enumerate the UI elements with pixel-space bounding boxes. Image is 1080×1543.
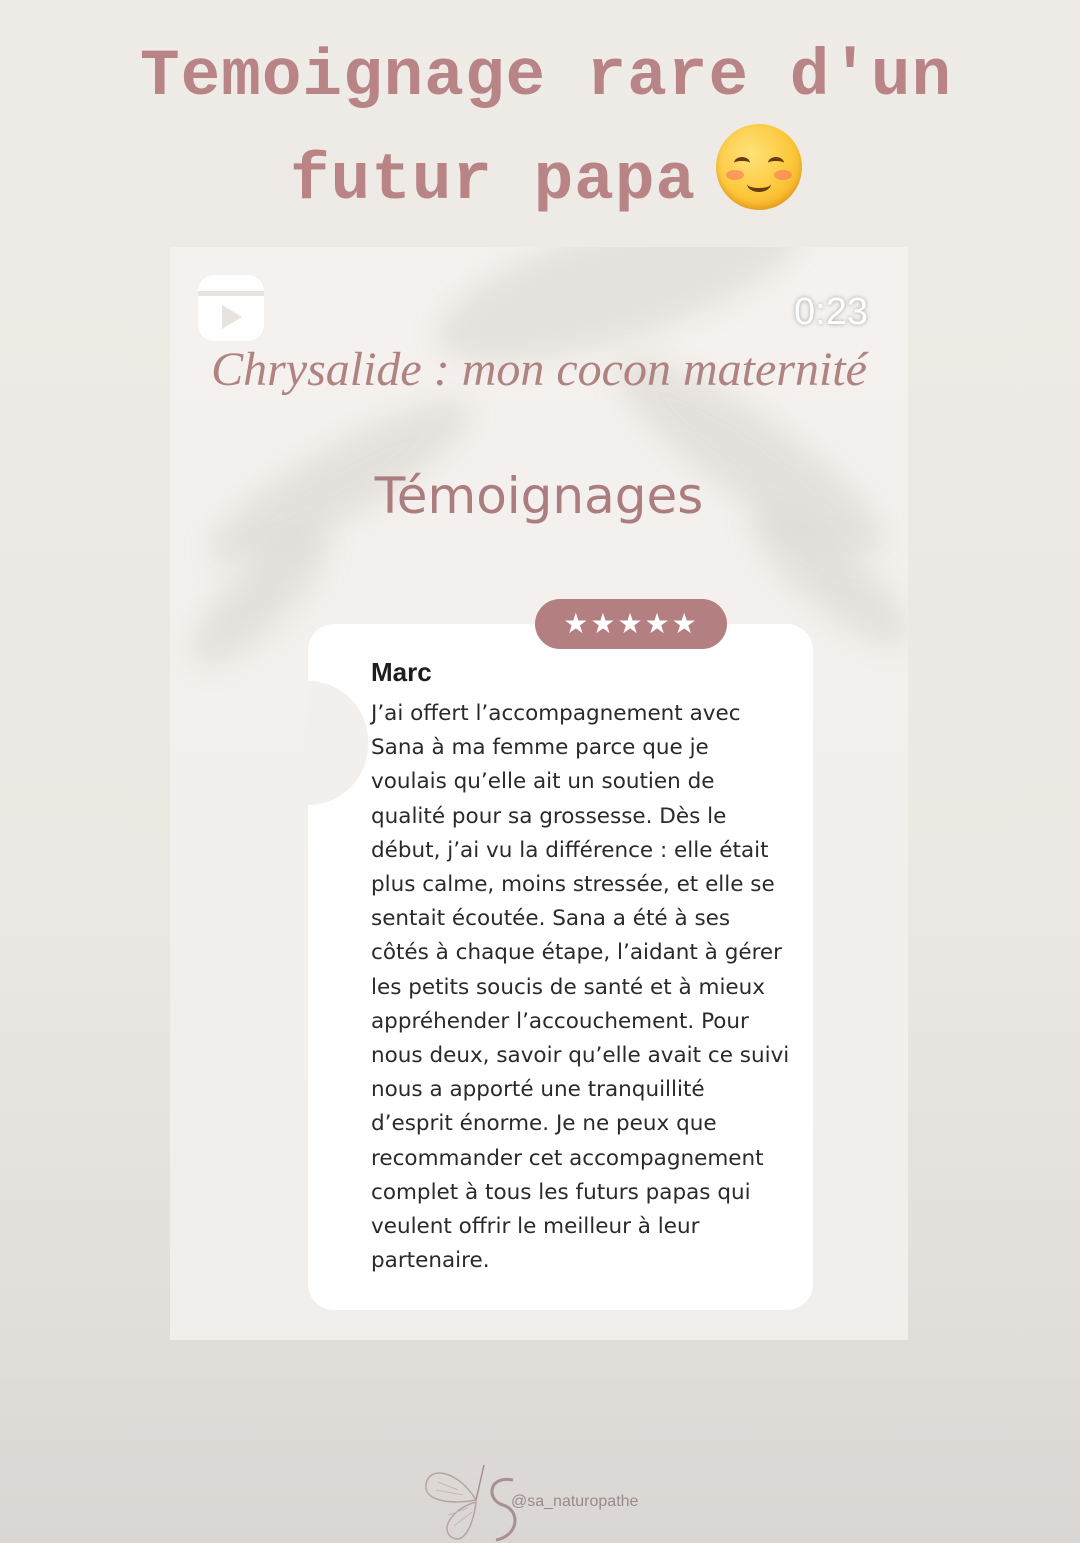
review-line: recommander cet accompagnement bbox=[371, 1145, 764, 1171]
review-line: les petits soucis de santé et à mieux bbox=[371, 974, 765, 1000]
review-line: partenaire. bbox=[371, 1248, 490, 1274]
review-line: J’ai offert l’accompagnement avec bbox=[371, 701, 741, 726]
reviewer-name: Marc bbox=[371, 657, 432, 687]
instagram-handle[interactable]: @sa_naturopathe bbox=[511, 1493, 639, 1510]
smiling-blushing-face-icon bbox=[716, 124, 802, 210]
story-title-line2 bbox=[0, 124, 1080, 228]
rating-stars-badge: ★★★★★ bbox=[535, 599, 727, 649]
review-line: voulais qu’elle ait un soutien de bbox=[371, 769, 715, 795]
video-timer: 0:23 bbox=[794, 291, 868, 333]
review-line: veulent offrir le meilleur à leur bbox=[371, 1214, 700, 1240]
reel-title: Chrysalide : mon cocon maternité bbox=[211, 343, 867, 396]
review-line: d’esprit énorme. Je ne peux que bbox=[371, 1111, 717, 1137]
review-line: nous a apporté une tranquillité bbox=[371, 1077, 705, 1103]
review-line: début, j’ai vu la différence : elle était bbox=[371, 837, 769, 863]
story-title-line1: Temoignage rare d'un bbox=[140, 39, 953, 114]
section-heading: Témoignages bbox=[374, 467, 704, 525]
reel-preview[interactable] bbox=[170, 247, 908, 1340]
review-text bbox=[371, 697, 811, 1278]
review-line: sentait écoutée. Sana a été à ses bbox=[371, 906, 731, 932]
review-line: plus calme, moins stressée, et elle se bbox=[371, 872, 775, 898]
story-title-line2-text: futur papa bbox=[290, 143, 697, 218]
reels-icon bbox=[198, 275, 264, 341]
story-title bbox=[0, 30, 1080, 228]
review-line: qualité pour sa grossesse. Dès le bbox=[371, 803, 727, 829]
review-line: Sana à ma femme parce que je bbox=[371, 735, 709, 761]
review-line: nous deux, savoir qu’elle avait ce suivi bbox=[371, 1043, 790, 1069]
review-line: côtés à chaque étape, l’aidant à gérer bbox=[371, 940, 782, 966]
review-line: complet à tous les futurs papas qui bbox=[371, 1179, 751, 1205]
review-line: appréhender l’accouchement. Pour bbox=[371, 1008, 749, 1034]
